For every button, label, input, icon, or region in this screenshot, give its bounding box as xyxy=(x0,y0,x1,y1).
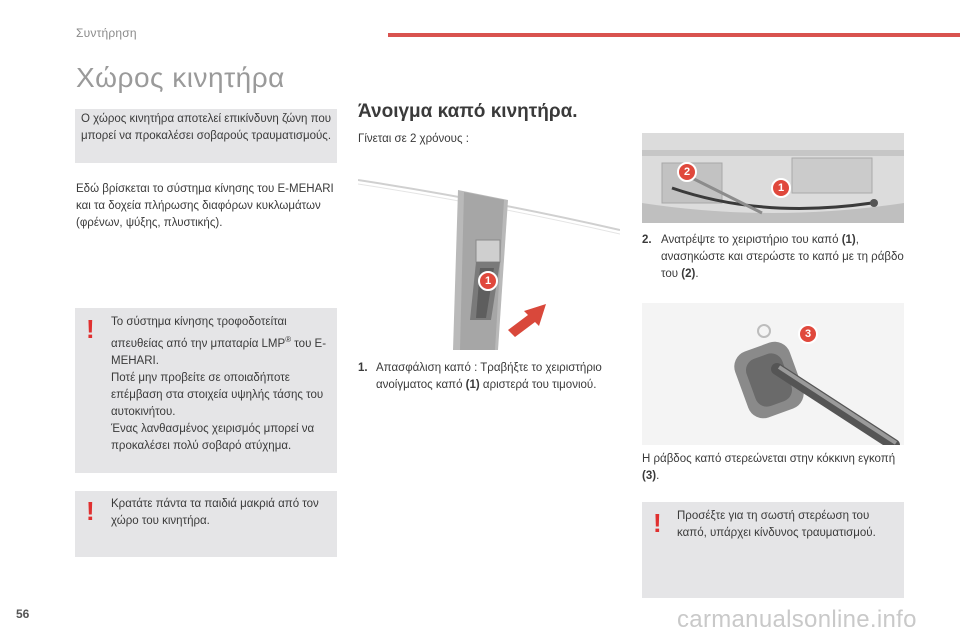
step2-ref1: (1) xyxy=(841,234,856,246)
hood-release-illustration xyxy=(358,170,620,350)
step2-ref2: (2) xyxy=(681,268,696,280)
step1-text-a: Απασφάλιση καπό : Τραβήξτε το χειριστήριο ανοίγματος καπό xyxy=(376,362,602,391)
rod-ref: (3) xyxy=(642,470,657,482)
page-number: 56 xyxy=(16,607,30,621)
exclamation-icon: ! xyxy=(86,496,95,526)
rod-text-a: Η ράβδος καπό στερεώνεται στην κόκκινη εγκοπή xyxy=(642,453,896,465)
callout-3-right: 3 xyxy=(798,324,818,344)
page-title: Χώρος κινητήρα xyxy=(76,62,285,93)
exclamation-icon: ! xyxy=(86,314,95,344)
warning-hv-line2: Ποτέ μην προβείτε σε οποιαδήποτε επέμβαση στα στοιχεία υψηλής τάσης του αυτοκινήτου. xyxy=(111,371,324,418)
step1-ref: (1) xyxy=(465,379,480,391)
callout-2-right: 2 xyxy=(677,162,697,182)
exclamation-icon: ! xyxy=(653,508,662,538)
step2-text xyxy=(661,232,905,283)
warning-hv-line1a: Το σύστημα κίνησης τροφοδοτείται απευθείας από την μπαταρία LMP xyxy=(111,316,287,350)
step2-text-c: . xyxy=(695,268,699,280)
warning-hv-text xyxy=(111,314,333,455)
rod-text xyxy=(642,451,904,485)
step1-text-b: αριστερά του τιμονιού. xyxy=(479,379,597,391)
rod-notch-photo xyxy=(642,303,904,445)
callout-1-right: 1 xyxy=(771,178,791,198)
rod-text-b: . xyxy=(656,470,660,482)
warning-hv-line3: Ένας λανθασμένος χειρισμός μπορεί να προκαλέσει πολύ σοβαρό ατύχημα. xyxy=(111,422,315,452)
danger-zone-text: Ο χώρος κινητήρα αποτελεί επικίνδυνη ζώνη που μπορεί να προκαλέσει σοβαρούς τραυματισμούς. xyxy=(81,113,332,142)
steps-subtitle: Γίνεται σε 2 χρόνους : xyxy=(358,133,469,145)
warning-hv-line1b: του E-MEHARI. xyxy=(111,337,327,367)
intro-text: Εδώ βρίσκεται το σύστημα κίνησης του E-MEHARI και τα δοχεία πλήρωσης διαφόρων κυκλωμάτων (φρένων, ψύξης, πλυστικής). xyxy=(76,183,334,229)
step1-number: 1. xyxy=(358,362,368,374)
step2-text-b: , ανασηκώστε και στερώστε το καπό με τη ράβδο του xyxy=(661,234,904,280)
warning-children-text: Κρατάτε πάντα τα παιδιά μακριά από τον χώρο του κινητήρα. xyxy=(111,498,319,527)
step2-text-a: Ανατρέψτε το χειριστήριο του καπό xyxy=(661,234,842,246)
warning-hood-text: Προσέξτε για τη σωστή στερέωση του καπό, υπάρχει κίνδυνος τραυματισμού. xyxy=(677,510,876,539)
section-label: Συντήρηση xyxy=(76,26,137,40)
registered-mark: ® xyxy=(285,335,292,344)
step1-text xyxy=(376,360,620,394)
callout-1-middle: 1 xyxy=(478,271,498,291)
step2-number: 2. xyxy=(642,234,652,246)
section-heading: Άνοιγμα καπό κινητήρα. xyxy=(358,101,578,122)
watermark: carmanualsonline.info xyxy=(677,606,917,633)
header-rule xyxy=(388,33,960,37)
